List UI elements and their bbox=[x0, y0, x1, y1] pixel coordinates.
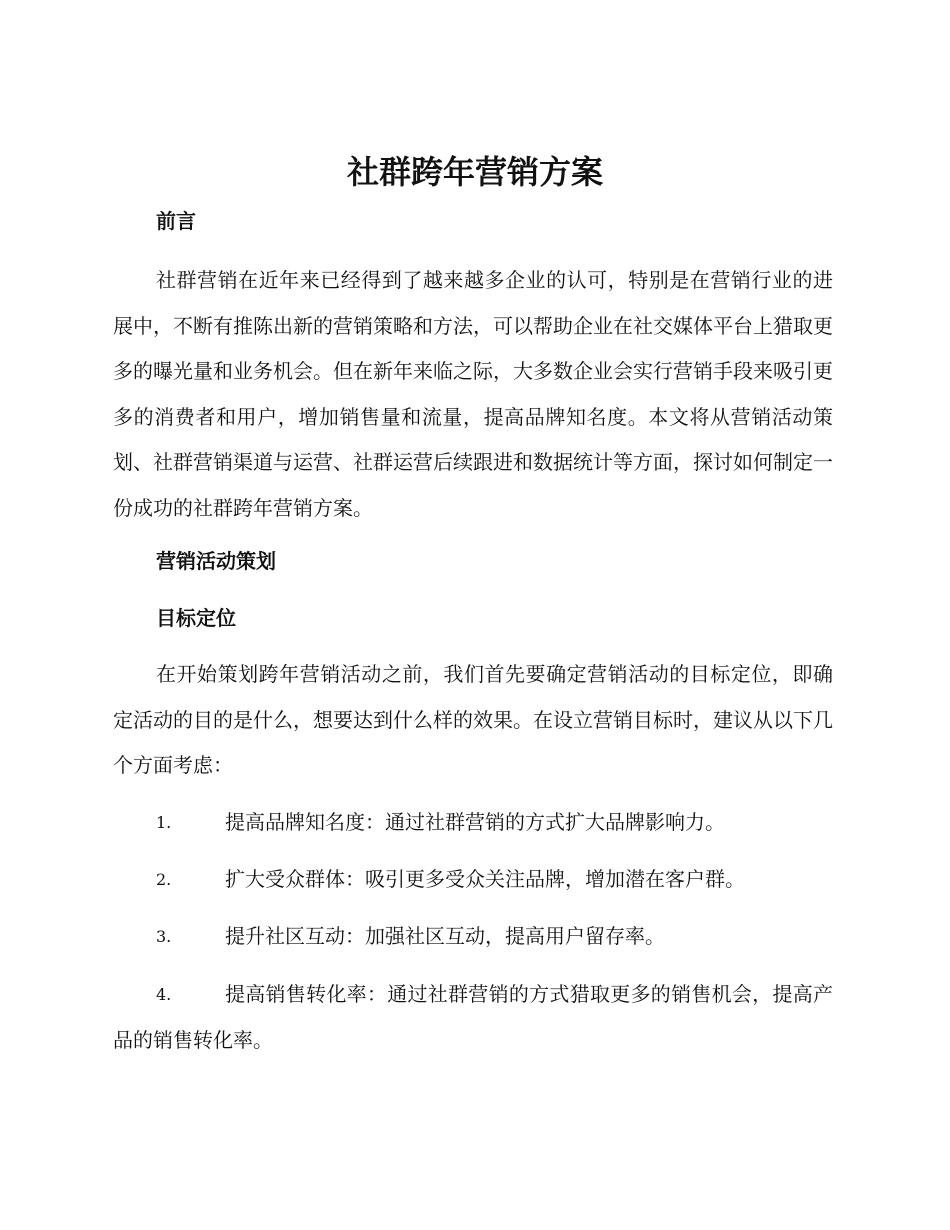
goal-text: 提升社区互动：加强社区互动，提高用户留存率。 bbox=[225, 924, 665, 948]
goal-number: 3. bbox=[156, 927, 172, 946]
goal-text: 提高品牌知名度：通过社群营销的方式扩大品牌影响力。 bbox=[225, 810, 725, 834]
goal-number: 4. bbox=[156, 985, 172, 1004]
planning-heading: 营销活动策划 bbox=[156, 549, 276, 573]
goal-list-item bbox=[113, 800, 833, 846]
goal-text: 提高销售转化率：通过社群营销的方式猎取更多的销售机会，提高产品的销售转化率。 bbox=[113, 982, 833, 1052]
goal-list-item bbox=[113, 914, 833, 960]
goal-list-item bbox=[113, 857, 833, 903]
preface-paragraph: 社群营销在近年来已经得到了越来越多企业的认可，特别是在营销行业的进展中，不断有推陈出新的营销策略和方法，可以帮助企业在社交媒体平台上猎取更多的曝光量和业务机会。但在新年来临之际，大多数企业会实行营销手段来吸引更多的消费者和用户，增加销售量和流量，提高品牌知名度。本文将从营销活动策划、社群营销渠道与运营、社群运营后续跟进和数据统计等方面，探讨如何制定一份成功的社群跨年营销方案。 bbox=[113, 268, 833, 520]
goal-number: 2. bbox=[156, 870, 172, 889]
goal-list-item bbox=[113, 972, 833, 1063]
target-paragraph: 在开始策划跨年营销活动之前，我们首先要确定营销活动的目标定位，即确定活动的目的是什么，想要达到什么样的效果。在设立营销目标时，建议从以下几个方面考虑： bbox=[113, 662, 833, 777]
goal-text: 扩大受众群体：吸引更多受众关注品牌，增加潜在客户群。 bbox=[225, 867, 745, 891]
goal-number: 1. bbox=[156, 813, 172, 832]
document-title: 社群跨年营销方案 bbox=[346, 153, 603, 191]
preface-heading: 前言 bbox=[156, 209, 196, 233]
target-heading: 目标定位 bbox=[156, 606, 236, 630]
